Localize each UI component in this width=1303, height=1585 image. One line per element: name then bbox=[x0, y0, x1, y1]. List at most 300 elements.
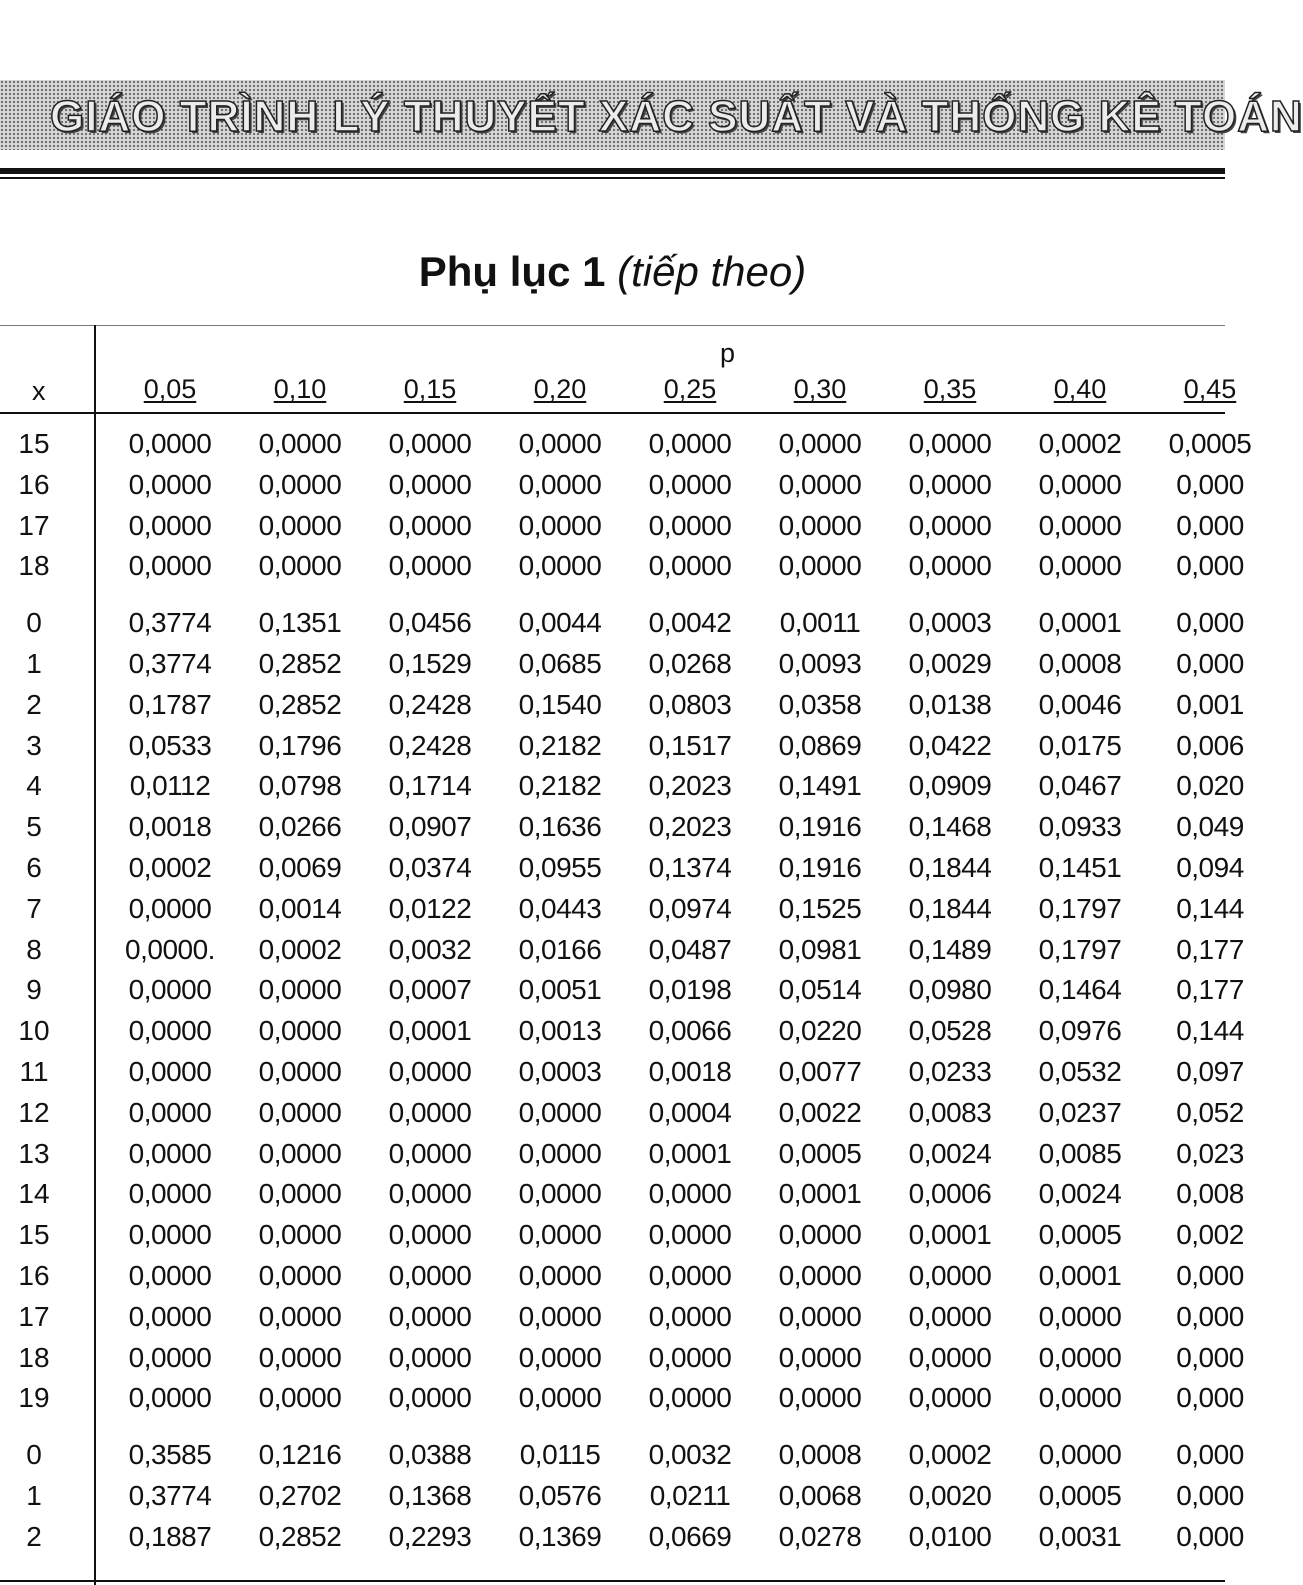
table-cell: 0,0046 bbox=[1038, 688, 1122, 720]
column-headers bbox=[105, 374, 1275, 405]
table-cell: 0,3774 bbox=[128, 647, 212, 679]
table-cell: 0,0533 bbox=[128, 729, 212, 761]
table-cell: 0,1468 bbox=[908, 811, 992, 843]
table-cell: 0,2428 bbox=[388, 688, 472, 720]
table-cell: 0,2293 bbox=[388, 1520, 472, 1552]
table-cell: 0,0112 bbox=[129, 770, 211, 802]
table-cell: 0,000 bbox=[1176, 468, 1244, 500]
row-cells bbox=[105, 424, 1275, 460]
row-x-value: 16 bbox=[18, 1259, 50, 1291]
table-cell: 0,0443 bbox=[518, 892, 602, 924]
running-header-banner bbox=[0, 80, 1303, 150]
table-cell: 0,0974 bbox=[648, 892, 732, 924]
row-x-value: 13 bbox=[18, 1137, 50, 1169]
table-cell: 0,0000 bbox=[908, 1341, 992, 1373]
row-cells bbox=[105, 726, 1275, 762]
table-cell: 0,001 bbox=[1176, 688, 1244, 720]
table-cell: 0,1844 bbox=[908, 892, 992, 924]
table-cell: 0,0000 bbox=[1038, 550, 1122, 582]
table-cell: 0,1844 bbox=[908, 851, 992, 883]
table-cell: 0,0000 bbox=[648, 428, 732, 459]
table-row bbox=[0, 766, 1244, 807]
table-cell: 0,0000 bbox=[778, 428, 862, 459]
table-cell: 0,0002 bbox=[1038, 428, 1122, 459]
table-cell: 0,0000 bbox=[388, 1300, 472, 1332]
table-cell: 0,0051 bbox=[518, 974, 602, 1006]
table-cell: 0,0000 bbox=[778, 1382, 862, 1414]
table-row bbox=[0, 889, 1244, 930]
table-cell: 0,1540 bbox=[518, 688, 602, 720]
table-cell: 0,0532 bbox=[1038, 1055, 1122, 1087]
table-cell: 0,0000 bbox=[258, 1096, 342, 1128]
table-row bbox=[0, 970, 1244, 1011]
table-cell: 0,0000 bbox=[518, 1096, 602, 1128]
table-cell: 0,0000 bbox=[778, 550, 862, 582]
table-cell: 0,0220 bbox=[778, 1015, 862, 1047]
table-cell: 0,0003 bbox=[518, 1055, 602, 1087]
row-x-value: 6 bbox=[26, 851, 42, 883]
row-cells bbox=[105, 1435, 1275, 1471]
row-cells bbox=[105, 1215, 1275, 1251]
table-cell: 0,0032 bbox=[648, 1439, 732, 1471]
table-cell: 0,0000 bbox=[908, 1382, 992, 1414]
row-x-value: 3 bbox=[26, 729, 42, 761]
table-cell: 0,0669 bbox=[648, 1520, 732, 1552]
table-cell: 0,0685 bbox=[518, 647, 602, 679]
table-cell: 0,1916 bbox=[778, 851, 862, 883]
table-cell: 0,000 bbox=[1176, 509, 1244, 541]
table-cell: 0,0175 bbox=[1038, 729, 1122, 761]
row-cells bbox=[105, 970, 1275, 1006]
table-cell: 0,0000 bbox=[778, 1259, 862, 1291]
row-x-value: 19 bbox=[18, 1382, 50, 1414]
table-cell: 0,3774 bbox=[128, 1479, 212, 1511]
row-cells bbox=[105, 506, 1275, 542]
table-row bbox=[0, 1517, 1244, 1558]
table-cell: 0,0000 bbox=[908, 1300, 992, 1332]
table-cell: 0,2182 bbox=[518, 770, 602, 802]
row-cells bbox=[105, 930, 1275, 966]
table-cell: 0,0166 bbox=[518, 933, 602, 965]
row-cells bbox=[105, 1011, 1275, 1047]
page-title-sub: (tiếp theo) bbox=[617, 248, 807, 295]
row-cells bbox=[105, 848, 1275, 884]
table-cell: 0,0358 bbox=[778, 688, 862, 720]
block-separator bbox=[0, 587, 1225, 603]
table-cell: 0,0093 bbox=[778, 647, 862, 679]
table-cell: 0,0068 bbox=[778, 1479, 862, 1511]
table-cell: 0,000 bbox=[1176, 1382, 1244, 1414]
table-cell: 0,2852 bbox=[258, 688, 342, 720]
table-cell: 0,0907 bbox=[388, 811, 472, 843]
table-cell: 0,0000 bbox=[518, 1341, 602, 1373]
row-cells bbox=[105, 807, 1275, 843]
table-cell: 0,2852 bbox=[258, 1520, 342, 1552]
table-cell: 0,0000 bbox=[128, 1219, 212, 1251]
row-cells bbox=[105, 1476, 1275, 1512]
table-cell: 0,0000 bbox=[648, 1341, 732, 1373]
table-cell: 0,0000 bbox=[388, 428, 472, 459]
table-cell: 0,0237 bbox=[1038, 1096, 1122, 1128]
table-cell: 0,3585 bbox=[128, 1439, 212, 1471]
table-cell: 0,0803 bbox=[648, 688, 732, 720]
table-cell: 0,0000 bbox=[388, 1259, 472, 1291]
table-cell: 0,0000 bbox=[388, 1219, 472, 1251]
p-header-label: p bbox=[720, 338, 736, 368]
column-header: 0,10 bbox=[273, 374, 327, 404]
table-cell: 0,023 bbox=[1176, 1137, 1244, 1169]
table-cell: 0,3774 bbox=[128, 607, 212, 639]
table-cell: 0,0000 bbox=[648, 1300, 732, 1332]
table-cell: 0,0138 bbox=[908, 688, 992, 720]
row-x-value: 2 bbox=[26, 1520, 42, 1552]
row-x-value: 7 bbox=[26, 892, 42, 924]
row-cells bbox=[105, 1378, 1275, 1414]
table-cell: 0,0576 bbox=[518, 1479, 602, 1511]
row-x-value: 12 bbox=[18, 1096, 50, 1128]
table-cell: 0,002 bbox=[1176, 1219, 1244, 1251]
page-title bbox=[0, 248, 1225, 296]
row-cells bbox=[105, 603, 1275, 639]
table-cell: 0,0005 bbox=[1168, 428, 1252, 459]
table-cell: 0,0000 bbox=[388, 1341, 472, 1373]
table-cell: 0,0000 bbox=[648, 550, 732, 582]
column-header: 0,40 bbox=[1053, 374, 1107, 404]
table-cell: 0,0000 bbox=[518, 1300, 602, 1332]
row-x-value: 8 bbox=[26, 933, 42, 965]
table-cell: 0,0000 bbox=[908, 468, 992, 500]
table-cell: 0,1529 bbox=[388, 647, 472, 679]
table-cell: 0,0422 bbox=[908, 729, 992, 761]
header-rule-thick bbox=[0, 168, 1225, 174]
row-x-value: 9 bbox=[26, 974, 42, 1006]
row-cells bbox=[105, 685, 1275, 721]
table-cell: 0,0000 bbox=[518, 428, 602, 459]
row-x-value: 5 bbox=[26, 811, 42, 843]
table-cell: 0,0000 bbox=[128, 509, 212, 541]
table-cell: 0,0085 bbox=[1038, 1137, 1122, 1169]
table-cell: 0,0002 bbox=[258, 933, 342, 965]
x-header-label: x bbox=[32, 376, 46, 406]
table-cell: 0,0042 bbox=[648, 607, 732, 639]
row-x-value: 15 bbox=[18, 428, 50, 459]
row-cells bbox=[105, 1517, 1275, 1553]
table-cell: 0,0001 bbox=[1038, 607, 1122, 639]
table-cell: 0,0000 bbox=[258, 1015, 342, 1047]
table-cell: 0,0008 bbox=[778, 1439, 862, 1471]
table-cell: 0,0000 bbox=[388, 1055, 472, 1087]
table-cell: 0,0024 bbox=[908, 1137, 992, 1169]
row-x-value: 17 bbox=[18, 1300, 50, 1332]
table-cell: 0,1491 bbox=[778, 770, 862, 802]
table-row bbox=[0, 1378, 1244, 1419]
table-cell: 0,0000 bbox=[1038, 1439, 1122, 1471]
table-row bbox=[0, 685, 1244, 726]
table-cell: 0,000 bbox=[1176, 550, 1244, 582]
block-separator bbox=[0, 1419, 1225, 1435]
table-cell: 0,006 bbox=[1176, 729, 1244, 761]
table-cell: 0,0000 bbox=[388, 1137, 472, 1169]
row-x-value: 4 bbox=[26, 770, 42, 802]
table-cell: 0,2023 bbox=[648, 770, 732, 802]
column-header: 0,45 bbox=[1183, 374, 1237, 404]
table-cell: 0,144 bbox=[1176, 1015, 1244, 1047]
table-cell: 0,008 bbox=[1176, 1178, 1244, 1210]
table-cell: 0,0233 bbox=[908, 1055, 992, 1087]
table-cell: 0,0000 bbox=[258, 509, 342, 541]
table-cell: 0,0000 bbox=[258, 468, 342, 500]
row-cells bbox=[105, 546, 1275, 582]
table-cell: 0,1464 bbox=[1038, 974, 1122, 1006]
table-cell: 0,0000 bbox=[128, 1341, 212, 1373]
table-cell: 0,0005 bbox=[1038, 1219, 1122, 1251]
table-cell: 0,0018 bbox=[128, 811, 212, 843]
row-cells bbox=[105, 1052, 1275, 1088]
table-cell: 0,0100 bbox=[908, 1520, 992, 1552]
table-row bbox=[0, 807, 1244, 848]
table-row bbox=[0, 1476, 1244, 1517]
table-cell: 0,0007 bbox=[388, 974, 472, 1006]
row-x-value: 1 bbox=[26, 1479, 42, 1511]
table-row bbox=[0, 1011, 1244, 1052]
table-cell: 0,0002 bbox=[908, 1439, 992, 1471]
table-cell: 0,0933 bbox=[1038, 811, 1122, 843]
table-row bbox=[0, 1134, 1244, 1175]
row-x-value: 18 bbox=[18, 550, 50, 582]
table-cell: 0,0000 bbox=[648, 468, 732, 500]
table-cell: 0,0976 bbox=[1038, 1015, 1122, 1047]
table-cell: 0,0000 bbox=[128, 428, 212, 459]
table-cell: 0,1369 bbox=[518, 1520, 602, 1552]
table-cell: 0,0001 bbox=[908, 1219, 992, 1251]
table-cell: 0,097 bbox=[1176, 1055, 1244, 1087]
table-cell: 0,0000 bbox=[258, 550, 342, 582]
table-cell: 0,1517 bbox=[648, 729, 732, 761]
row-cells bbox=[105, 644, 1275, 680]
table-header-rule bbox=[0, 412, 1225, 414]
table-cell: 0,000 bbox=[1176, 1439, 1244, 1471]
table-cell: 0,0000 bbox=[128, 1178, 212, 1210]
table-cell: 0,1787 bbox=[128, 688, 212, 720]
table-cell: 0,0000 bbox=[258, 974, 342, 1006]
table-cell: 0,0000 bbox=[778, 468, 862, 500]
table-cell: 0,0000 bbox=[128, 892, 212, 924]
column-header: 0,20 bbox=[533, 374, 587, 404]
table-cell: 0,000 bbox=[1176, 1259, 1244, 1291]
table-cell: 0,0029 bbox=[908, 647, 992, 679]
row-x-value: 1 bbox=[26, 647, 42, 679]
table-cell: 0,0000 bbox=[258, 1382, 342, 1414]
table-cell: 0,0000 bbox=[778, 1219, 862, 1251]
table-cell: 0,0000 bbox=[1038, 1341, 1122, 1373]
table-row bbox=[0, 1093, 1244, 1134]
table-cell: 0,2702 bbox=[258, 1479, 342, 1511]
table-cell: 0,0000 bbox=[388, 1178, 472, 1210]
table-cell: 0,2023 bbox=[648, 811, 732, 843]
table-cell: 0,0001 bbox=[648, 1137, 732, 1169]
header-rule-thin bbox=[0, 177, 1225, 179]
table-cell: 0,000 bbox=[1176, 647, 1244, 679]
table-cell: 0,0022 bbox=[778, 1096, 862, 1128]
table-top-rule bbox=[0, 325, 1225, 326]
table-cell: 0,0000 bbox=[258, 1259, 342, 1291]
table-cell: 0,094 bbox=[1176, 851, 1244, 883]
table-cell: 0,177 bbox=[1176, 933, 1244, 965]
table-row bbox=[0, 644, 1244, 685]
table-cell: 0,052 bbox=[1176, 1096, 1244, 1128]
table-cell: 0,000 bbox=[1176, 607, 1244, 639]
table-cell: 0,1525 bbox=[778, 892, 862, 924]
table-cell: 0,0000 bbox=[1038, 509, 1122, 541]
table-cell: 0,0000 bbox=[648, 1219, 732, 1251]
table-row bbox=[0, 506, 1244, 547]
table-cell: 0,0002 bbox=[128, 851, 212, 883]
table-cell: 0,1797 bbox=[1038, 933, 1122, 965]
table-cell: 0,1216 bbox=[258, 1439, 342, 1471]
table-cell: 0,0000 bbox=[258, 428, 342, 459]
table-cell: 0,0000 bbox=[128, 1382, 212, 1414]
table-cell: 0,0000 bbox=[908, 550, 992, 582]
table-cell: 0,0980 bbox=[908, 974, 992, 1006]
table-cell: 0,1916 bbox=[778, 811, 862, 843]
table-cell: 0,0955 bbox=[518, 851, 602, 883]
table-cell: 0,0000 bbox=[648, 509, 732, 541]
table-cell: 0,0000 bbox=[258, 1219, 342, 1251]
table-cell: 0,0000 bbox=[648, 1259, 732, 1291]
row-x-value: 0 bbox=[26, 607, 42, 639]
table-cell: 0,0000 bbox=[518, 468, 602, 500]
table-cell: 0,0000 bbox=[258, 1178, 342, 1210]
table-cell: 0,000 bbox=[1176, 1479, 1244, 1511]
table-cell: 0,0000 bbox=[128, 1015, 212, 1047]
table-cell: 0,1451 bbox=[1038, 851, 1122, 883]
table-cell: 0,0456 bbox=[388, 607, 472, 639]
table-cell: 0,0001 bbox=[1038, 1259, 1122, 1291]
table-cell: 0,0000 bbox=[908, 509, 992, 541]
table-row bbox=[0, 726, 1244, 767]
table-cell: 0,0000 bbox=[518, 550, 602, 582]
table-cell: 0,0000 bbox=[128, 468, 212, 500]
table-cell: 0,0000 bbox=[128, 1096, 212, 1128]
table-cell: 0,000 bbox=[1176, 1341, 1244, 1373]
table-cell: 0,177 bbox=[1176, 974, 1244, 1006]
table-cell: 0,0000 bbox=[518, 1137, 602, 1169]
table-cell: 0,0122 bbox=[388, 892, 472, 924]
table-cell: 0,0000 bbox=[778, 1300, 862, 1332]
table-cell: 0,0000 bbox=[128, 974, 212, 1006]
table-row bbox=[0, 1174, 1244, 1215]
table-cell: 0,1887 bbox=[128, 1520, 212, 1552]
table-header-row bbox=[0, 374, 1237, 410]
table-cell: 0,2852 bbox=[258, 647, 342, 679]
table-cell: 0,0909 bbox=[908, 770, 992, 802]
table-cell: 0,1374 bbox=[648, 851, 732, 883]
table-cell: 0,0014 bbox=[258, 892, 342, 924]
table-cell: 0,0000 bbox=[518, 1178, 602, 1210]
table-cell: 0,0198 bbox=[648, 974, 732, 1006]
table-cell: 0,0044 bbox=[518, 607, 602, 639]
row-cells bbox=[105, 1174, 1275, 1210]
table-row bbox=[0, 1052, 1244, 1093]
table-cell: 0,1489 bbox=[908, 933, 992, 965]
table-cell: 0,0000 bbox=[778, 1341, 862, 1373]
table-cell: 0,1797 bbox=[1038, 892, 1122, 924]
table-cell: 0,0066 bbox=[648, 1015, 732, 1047]
table-cell: 0,0000 bbox=[128, 1259, 212, 1291]
row-x-value: 15 bbox=[18, 1219, 50, 1251]
table-cell: 0,1714 bbox=[388, 770, 472, 802]
table-row bbox=[0, 546, 1244, 587]
table-row bbox=[0, 1338, 1244, 1379]
table-cell: 0,0000 bbox=[258, 1137, 342, 1169]
row-cells bbox=[105, 1338, 1275, 1374]
table-cell: 0,1351 bbox=[258, 607, 342, 639]
table-body bbox=[0, 424, 1252, 1558]
table-cell: 0,0032 bbox=[388, 933, 472, 965]
table-cell: 0,0083 bbox=[908, 1096, 992, 1128]
table-cell: 0,0000 bbox=[1038, 1382, 1122, 1414]
row-x-value: 2 bbox=[26, 688, 42, 720]
row-x-value: 14 bbox=[18, 1178, 50, 1210]
table-cell: 0,0000 bbox=[258, 1341, 342, 1373]
column-header: 0,05 bbox=[143, 374, 197, 404]
table-bottom-rule bbox=[0, 1580, 1225, 1582]
table-cell: 0,0000 bbox=[388, 468, 472, 500]
table-cell: 0,0388 bbox=[388, 1439, 472, 1471]
table-cell: 0,000 bbox=[1176, 1520, 1244, 1552]
table-cell: 0,0013 bbox=[518, 1015, 602, 1047]
table-cell: 0,0278 bbox=[778, 1520, 862, 1552]
table-cell: 0,0211 bbox=[649, 1479, 731, 1511]
table-cell: 0,0000 bbox=[128, 550, 212, 582]
row-cells bbox=[105, 1297, 1275, 1333]
table-row bbox=[0, 1215, 1244, 1256]
table-cell: 0,049 bbox=[1176, 811, 1244, 843]
table-cell: 0,0115 bbox=[519, 1439, 601, 1471]
table-row bbox=[0, 424, 1252, 465]
table-row bbox=[0, 848, 1244, 889]
table-cell: 0,0266 bbox=[258, 811, 342, 843]
table-cell: 0,0528 bbox=[908, 1015, 992, 1047]
table-cell: 0,0005 bbox=[778, 1137, 862, 1169]
table-cell: 0,0000. bbox=[125, 933, 215, 965]
table-cell: 0,0011 bbox=[779, 607, 861, 639]
table-cell: 0,0000 bbox=[518, 1382, 602, 1414]
table-cell: 0,0024 bbox=[1038, 1178, 1122, 1210]
table-cell: 0,0000 bbox=[908, 1259, 992, 1291]
table-row bbox=[0, 1256, 1244, 1297]
table-cell: 0,0000 bbox=[388, 509, 472, 541]
row-cells bbox=[105, 465, 1275, 501]
table-cell: 0,0001 bbox=[388, 1015, 472, 1047]
table-row bbox=[0, 1435, 1244, 1476]
row-x-value: 0 bbox=[26, 1439, 42, 1471]
table-cell: 0,0005 bbox=[1038, 1479, 1122, 1511]
table-cell: 0,0798 bbox=[258, 770, 342, 802]
row-x-value: 18 bbox=[18, 1341, 50, 1373]
table-cell: 0,0000 bbox=[388, 1382, 472, 1414]
table-cell: 0,0020 bbox=[908, 1479, 992, 1511]
table-cell: 0,0018 bbox=[648, 1055, 732, 1087]
table-cell: 0,2428 bbox=[388, 729, 472, 761]
table-cell: 0,0000 bbox=[648, 1382, 732, 1414]
row-cells bbox=[105, 766, 1275, 802]
table-cell: 0,1796 bbox=[258, 729, 342, 761]
table-cell: 0,0467 bbox=[1038, 770, 1122, 802]
table-cell: 0,0077 bbox=[778, 1055, 862, 1087]
table-cell: 0,0004 bbox=[648, 1096, 732, 1128]
column-header: 0,35 bbox=[923, 374, 977, 404]
